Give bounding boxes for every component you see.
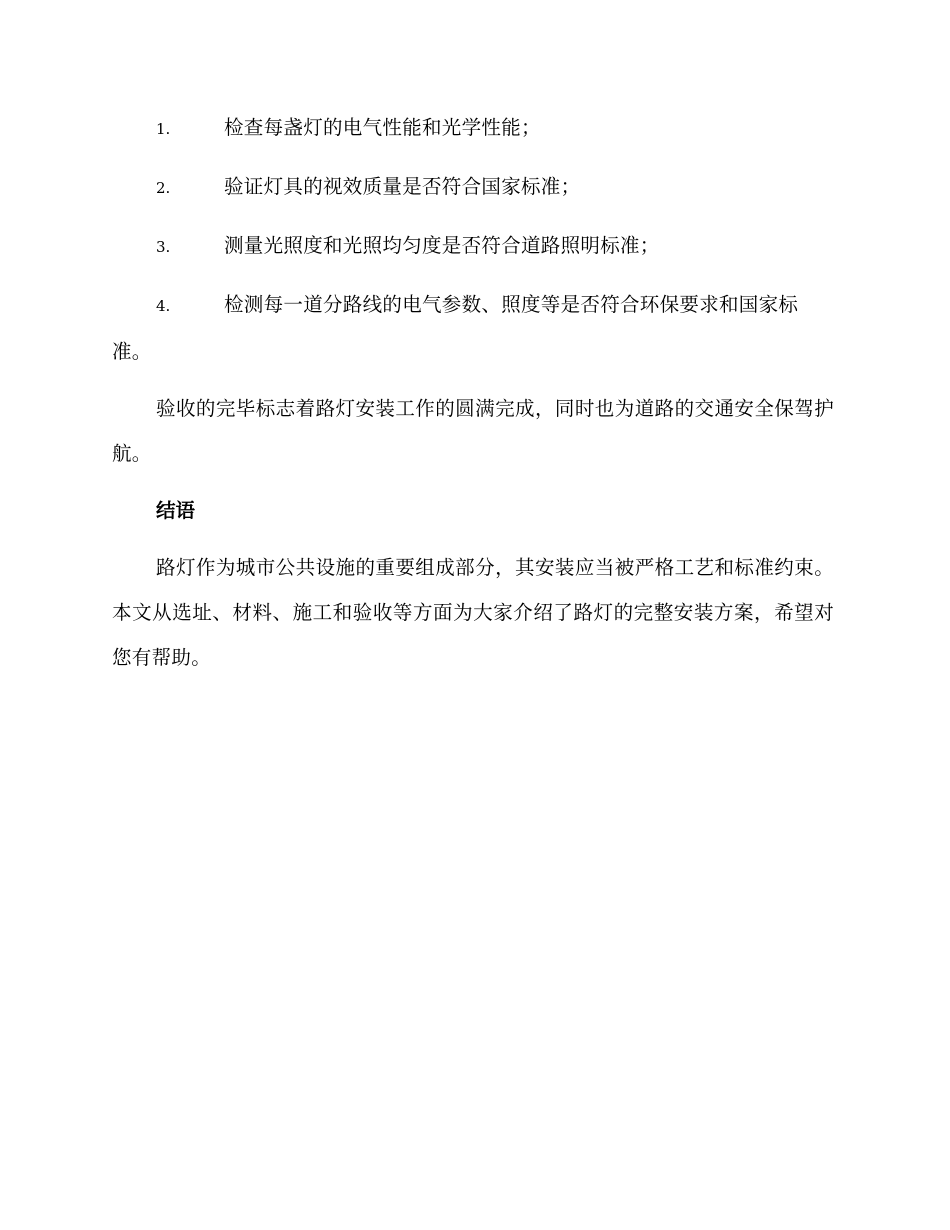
list-item <box>112 223 834 270</box>
document-page <box>112 105 834 692</box>
list-text: 检测每一道分路线的电气参数、照度等是否符合环保要求和国家标准。 <box>112 293 799 363</box>
list-item <box>112 105 834 152</box>
conclusion-paragraph: 路灯作为城市公共设施的重要组成部分，其安装应当被严格工艺和标准约束。本文从选址、材料、施工和验收等方面为大家介绍了路灯的完整安装方案，希望对您有帮助。 <box>112 556 834 669</box>
list-text: 验证灯具的视效质量是否符合国家标准； <box>224 175 581 198</box>
list-number: 2. <box>156 179 171 197</box>
list-text: 检查每盏灯的电气性能和光学性能； <box>224 116 541 139</box>
list-number: 1. <box>156 120 171 138</box>
list-item <box>112 164 834 211</box>
list-text: 测量光照度和光照均匀度是否符合道路照明标准； <box>224 234 660 257</box>
list-item <box>112 282 834 374</box>
closing-paragraph: 验收的完毕标志着路灯安装工作的圆满完成，同时也为道路的交通安全保驾护航。 <box>112 397 834 465</box>
list-number: 4. <box>156 297 171 315</box>
list-number: 3. <box>156 238 171 256</box>
section-heading: 结语 <box>156 499 196 522</box>
